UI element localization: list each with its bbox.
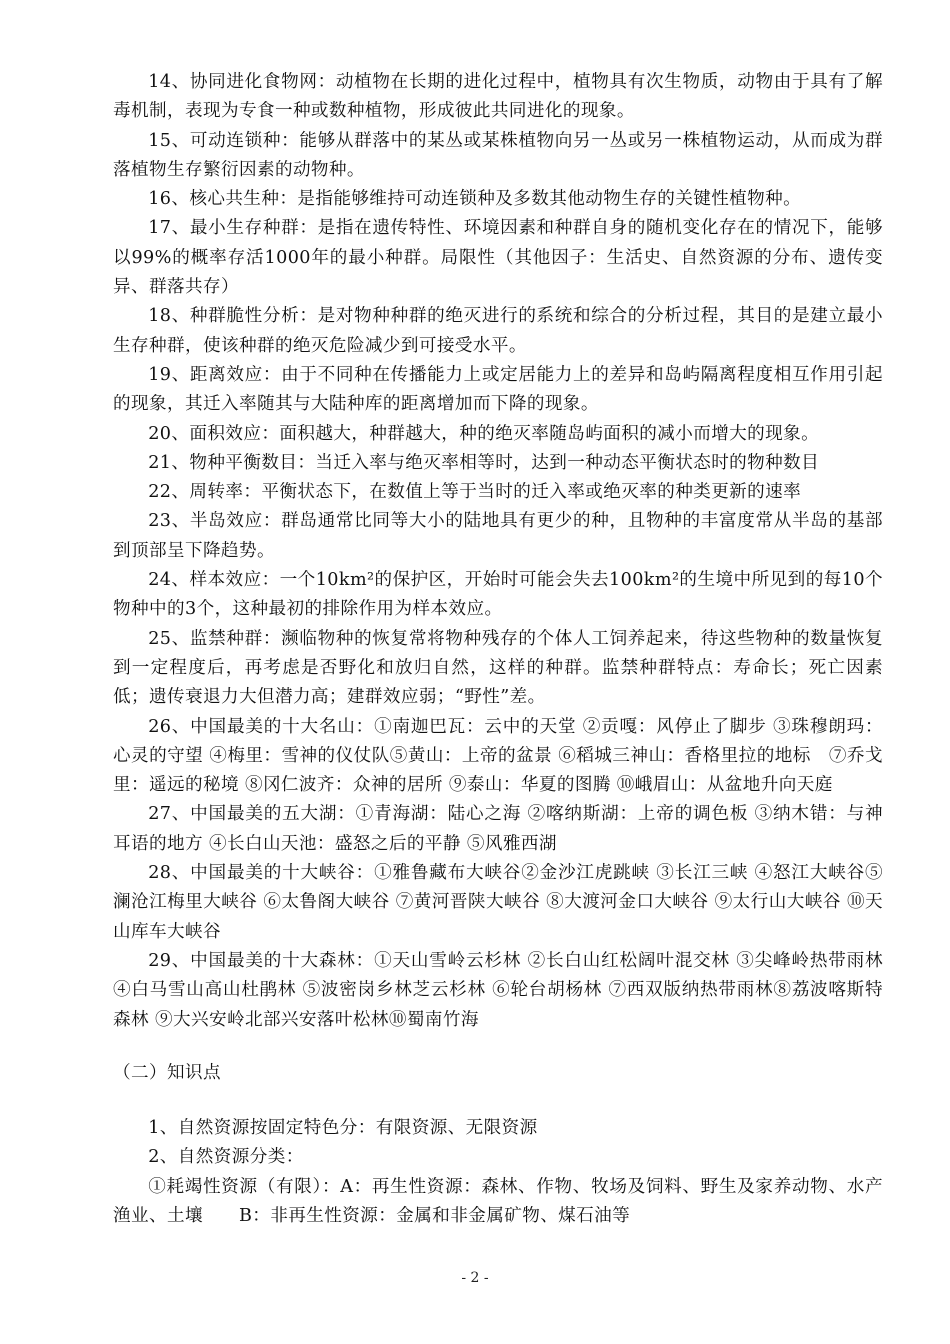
section-heading: （二）知识点 xyxy=(113,1062,221,1083)
entry-23: 23、半岛效应：群岛通常比同等大小的陆地具有更少的种，且物种的丰富度常从半岛的基部到顶部呈下降趋势。 xyxy=(113,511,883,561)
entry-20: 20、面积效应：面积越大，种群越大，种的绝灭率随岛屿面积的减小而增大的现象。 xyxy=(148,423,820,444)
entry-15: 15、可动连锁种：能够从群落中的某丛或某株植物向另一丛或另一株植物运动，从而成为群落植物生存繁衍因素的动物种。 xyxy=(113,130,883,180)
entry-14: 14、协同进化食物网：动植物在长期的进化过程中，植物具有次生物质，动物由于具有了解毒机制，表现为专食一种或数种植物，形成彼此共同进化的现象。 xyxy=(113,72,883,122)
entry-16: 16、核心共生种：是指能够维持可动连锁种及多数其他动物生存的关键性植物种。 xyxy=(148,189,802,210)
entry-27: 27、中国最美的五大湖：①青海湖：陆心之海 ②喀纳斯湖：上帝的调色板 ③纳木错：与神耳语的地方 ④长白山天池：盛怒之后的平静 ⑤风雅西湖 xyxy=(113,804,883,854)
page-number: - 2 - xyxy=(461,1270,489,1286)
entry-26: 26、中国最美的十大名山：①南迦巴瓦：云中的天堂 ②贡嘎：风停止了脚步 ③珠穆朗玛：心灵的守望 ④梅里：雪神的仪仗队⑤黄山：上帝的盆景 ⑥稻城三神山：香格里拉的地标 ⑦乔戈里：遥远的秘境 ⑧冈仁波齐：众神的居所 ⑨泰山：华夏的图腾 ⑩峨眉山：从盆地升向天庭 xyxy=(113,716,883,796)
page-content xyxy=(113,68,883,1231)
entry-29: 29、中国最美的十大森林：①天山雪岭云杉林 ②长白山红松阔叶混交林 ③尖峰岭热带雨林 ④白马雪山高山杜鹃林 ⑤波密岗乡林芝云杉林 ⑥轮台胡杨林 ⑦西双版纳热带雨林⑧荔波喀斯特森林 ⑨大兴安岭北部兴安落叶松林⑩蜀南竹海 xyxy=(113,950,883,1030)
entry-25: 25、监禁种群：濒临物种的恢复常将物种残存的个体人工饲养起来，待这些物种的数量恢复到一定程度后，再考虑是否野化和放归自然，这样的种群。监禁种群特点：寿命长；死亡因素低；遗传衰退力大但潜力高；建群效应弱；“野性”差。 xyxy=(113,628,883,708)
entry-19: 19、距离效应：由于不同种在传播能力上或定居能力上的差异和岛屿隔离程度相互作用引起的现象，其迁入率随其与大陆种库的距离增加而下降的现象。 xyxy=(113,364,883,415)
entry-21: 21、物种平衡数目：当迁入率与绝灭率相等时，达到一种动态平衡状态时的物种数目 xyxy=(148,452,820,473)
entry-22: 22、周转率：平衡状态下，在数值上等于当时的迁入率或绝灭率的种类更新的速率 xyxy=(148,482,802,503)
entry-28: 28、中国最美的十大峡谷：①雅鲁藏布大峡谷②金沙江虎跳峡 ③长江三峡 ④怒江大峡谷⑤澜沧江梅里大峡谷 ⑥太鲁阁大峡谷 ⑦黄河晋陕大峡谷 ⑧大渡河金口大峡谷 ⑨太行山大峡谷 ⑩天山库车大峡谷 xyxy=(113,863,883,942)
entry-18: 18、种群脆性分析：是对物种种群的绝灭进行的系统和综合的分析过程，其目的是建立最小生存种群，使该种群的绝灭危险减少到可接受水平。 xyxy=(113,306,883,356)
knowledge-item-1: 1、自然资源按固定特色分：有限资源、无限资源 xyxy=(148,1118,538,1139)
entry-24: 24、样本效应：一个10km²的保护区，开始时可能会失去100km²的生境中所见到的每10个物种中的3个，这种最初的排除作用为样本效应。 xyxy=(113,570,883,620)
knowledge-item-3: ①耗竭性资源（有限）：A：再生性资源：森林、作物、牧场及饲料、野生及家养动物、水产渔业、土壤 B：非再生性资源：金属和非金属矿物、煤石油等 xyxy=(113,1176,883,1226)
knowledge-item-2: 2、自然资源分类： xyxy=(148,1147,304,1168)
entry-17: 17、最小生存种群：是指在遗传特性、环境因素和种群自身的随机变化存在的情况下，能够以99%的概率存活1000年的最小种群。局限性（其他因子：生活史、自然资源的分布、遗传变异、群落共存） xyxy=(113,218,883,298)
